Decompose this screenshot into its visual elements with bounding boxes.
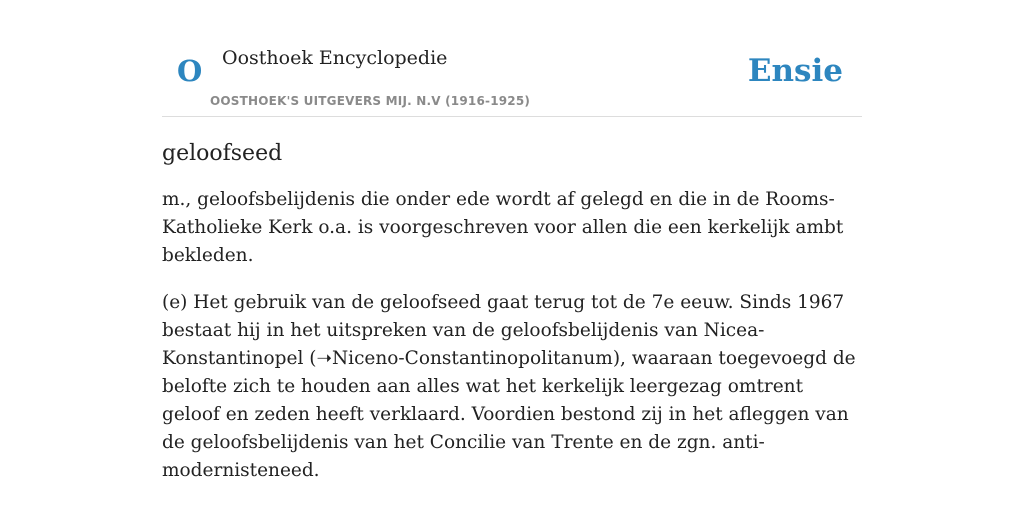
article — [162, 136, 862, 504]
encyclopedia-title[interactable]: Oosthoek Encyclopedie — [222, 47, 448, 69]
paragraph-text: ), waaraan toegevoegd de belofte zich te houden aan alles wat het kerkelijk leergezag omtrent geloof en zeden heeft verklaard. Voordien bestond zij in het afleggen van de geloofsbelijdenis van het Concilie van Trente en de zgn. anti-modernisteneed. — [162, 348, 856, 481]
publisher-subtitle: OOSTHOEK'S UITGEVERS MIJ. N.V (1916-1925) — [210, 94, 531, 108]
article-paragraph: m., geloofsbelijdenis die onder ede wordt af gelegd en die in de Rooms-Katholieke Kerk o.a. is voorgeschreven voor allen die een kerkelijk ambt bekleden. — [162, 189, 844, 266]
paragraph-text: (e) Het gebruik van de geloofseed gaat terug tot de 7e eeuw. Sinds 1967 bestaat hij in het uitspreken van de geloofsbelijdenis van Nicea-Konstantinopel ( — [162, 292, 845, 369]
site-logo[interactable]: O — [177, 54, 203, 88]
article-headword: geloofseed — [162, 141, 283, 166]
site-header — [162, 40, 862, 117]
cross-reference-link[interactable]: ➝Niceno-Constantinopolitanum — [316, 348, 613, 369]
brand-logo[interactable]: Ensie — [747, 53, 843, 89]
article-paragraph — [162, 289, 862, 485]
